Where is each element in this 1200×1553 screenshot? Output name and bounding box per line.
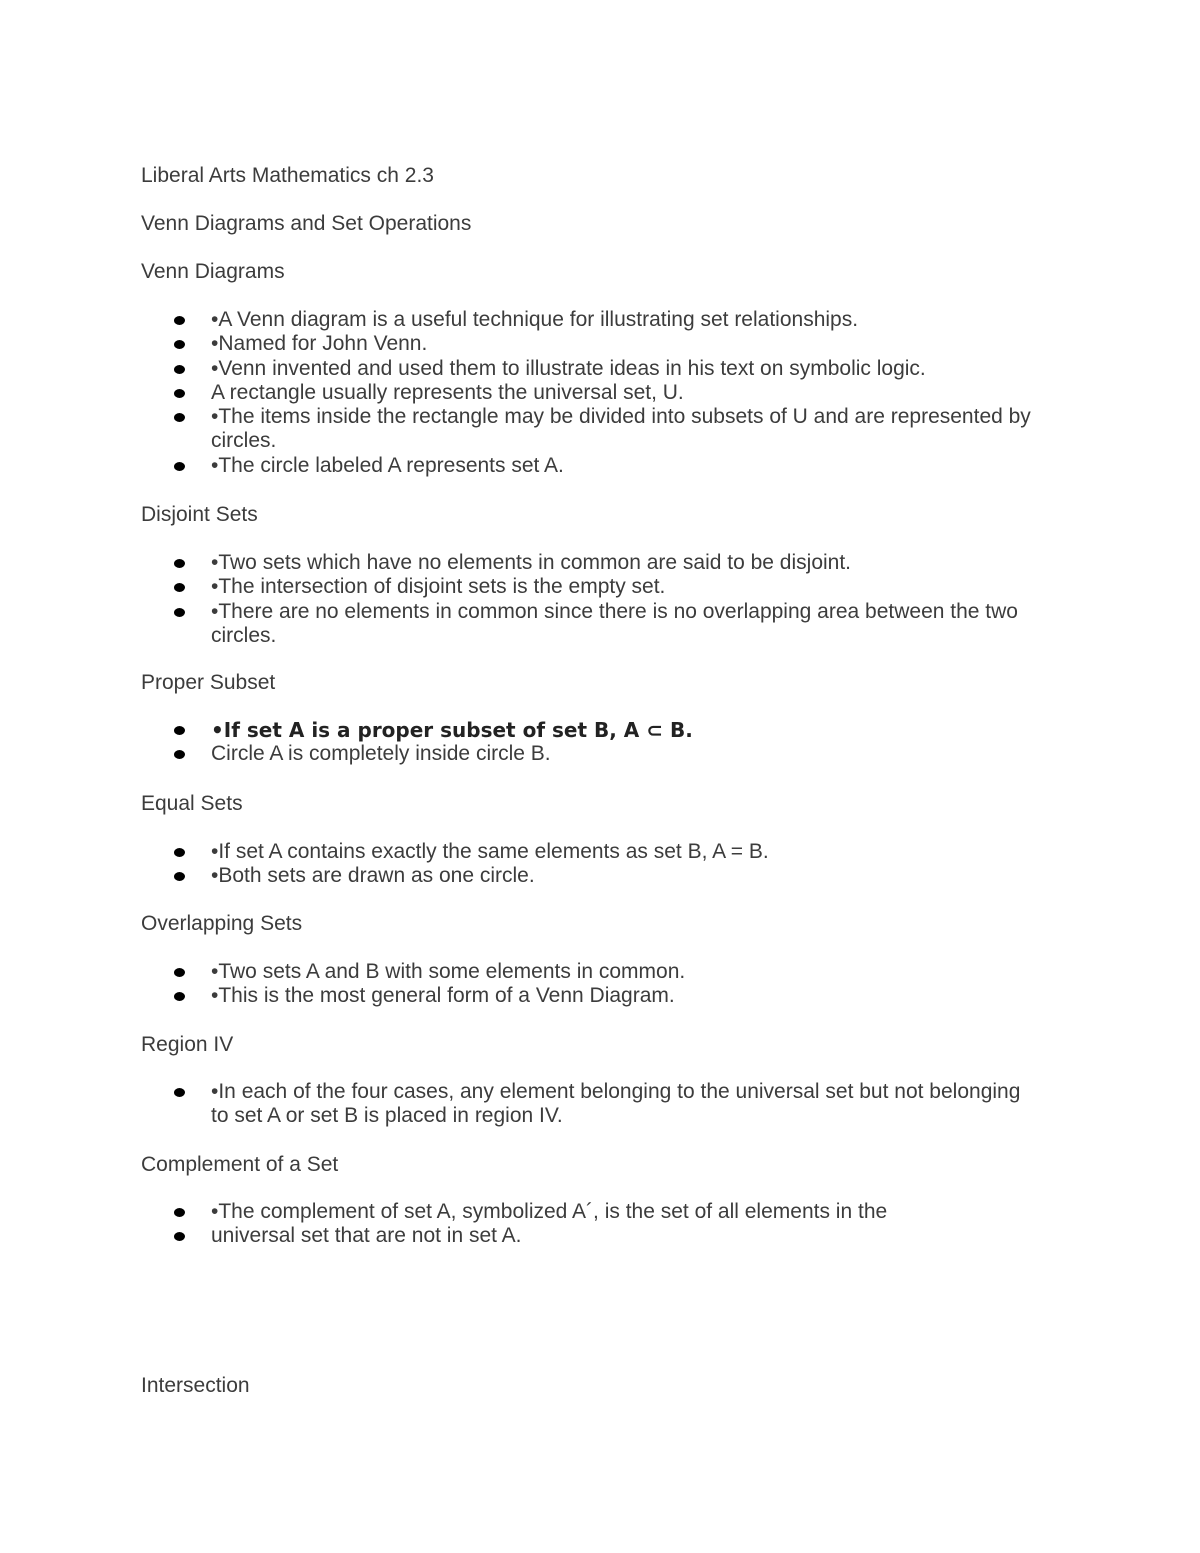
list-item: •There are no elements in common since there is no overlapping area between the two circles. [0,600,1041,649]
bullet-icon [174,750,185,759]
bullet-icon [174,389,185,398]
section-heading-region-iv: Region IV [141,1033,234,1056]
bullet-icon [174,1232,185,1241]
venn-diagrams-list [0,308,1200,478]
list-item: •Venn invented and used them to illustrate ideas in his text on symbolic logic. [0,357,1041,381]
bullet-icon [174,968,185,977]
list-item: A rectangle usually represents the universal set, U. [0,381,1041,405]
list-item: universal set that are not in set A. [0,1224,1041,1248]
bullet-icon [174,365,185,374]
bullet-icon [174,608,185,617]
bullet-icon [174,340,185,349]
equal-sets-list [0,840,1200,889]
section-heading-equal-sets: Equal Sets [141,792,243,815]
list-item: •The intersection of disjoint sets is the empty set. [0,575,1041,599]
bullet-icon [174,992,185,1001]
list-item: •If set A is a proper subset of set B, A ⊂ B. [0,718,1041,742]
list-item: •The complement of set A, symbolized A´, is the set of all elements in the [0,1200,1041,1224]
section-heading-proper-subset: Proper Subset [141,671,276,694]
document-title: Liberal Arts Mathematics ch 2.3 [141,164,434,187]
list-item: •The circle labeled A represents set A. [0,454,1041,478]
bullet-icon [174,462,185,471]
list-item: •The items inside the rectangle may be divided into subsets of U and are represented by circles. [0,405,1041,454]
bullet-icon [174,848,185,857]
bullet-icon [174,726,185,735]
section-heading-intersection: Intersection [141,1374,250,1397]
section-heading-overlapping-sets: Overlapping Sets [141,912,303,935]
bullet-icon [174,559,185,568]
bullet-icon [174,413,185,422]
list-item: •A Venn diagram is a useful technique for illustrating set relationships. [0,308,1041,332]
document-subtitle: Venn Diagrams and Set Operations [141,212,472,235]
section-heading-complement: Complement of a Set [141,1153,339,1176]
complement-list [0,1200,1200,1249]
section-heading-venn-diagrams: Venn Diagrams [141,260,285,283]
proper-subset-list [0,718,1200,767]
list-item: •If set A contains exactly the same elements as set B, A = B. [0,840,1041,864]
bullet-icon [174,1088,185,1097]
bullet-icon [174,1208,185,1217]
list-item: •Two sets which have no elements in common are said to be disjoint. [0,551,1041,575]
list-item: •In each of the four cases, any element belonging to the universal set but not belonging to set A or set B is placed in region IV. [0,1080,1041,1129]
list-item: •Both sets are drawn as one circle. [0,864,1041,888]
list-item: Circle A is completely inside circle B. [0,742,1041,766]
list-item: •Two sets A and B with some elements in common. [0,960,1041,984]
list-item: •Named for John Venn. [0,332,1041,356]
list-item: •This is the most general form of a Venn Diagram. [0,984,1041,1008]
bullet-icon [174,316,185,325]
section-heading-disjoint-sets: Disjoint Sets [141,503,258,526]
overlapping-sets-list [0,960,1200,1009]
disjoint-sets-list [0,551,1200,648]
region-iv-list [0,1080,1200,1129]
bullet-icon [174,583,185,592]
bullet-icon [174,872,185,881]
